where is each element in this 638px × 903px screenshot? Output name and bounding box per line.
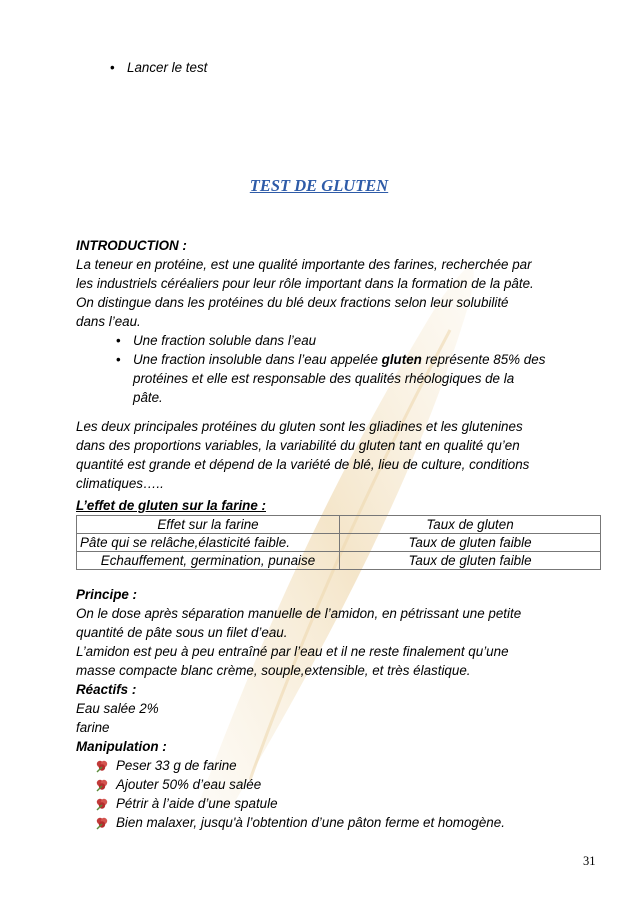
top-bullet <box>110 58 207 77</box>
flower-bullet-icon <box>95 797 109 811</box>
bullet-icon: • <box>116 352 121 367</box>
table-header-row <box>77 516 601 534</box>
introduction-heading: INTRODUCTION : <box>76 238 187 253</box>
paragraph-line: dans des proportions variables, la variabilité du gluten tant en qualité qu’en <box>76 438 520 453</box>
reactif-item: Eau salée 2% <box>76 701 159 716</box>
principe-heading: Principe : <box>76 587 138 602</box>
intro-line: On distingue dans les protéines du blé deux fractions selon leur solubilité <box>76 295 509 310</box>
page-number: 31 <box>583 854 596 868</box>
list-item <box>76 813 616 832</box>
introduction-section <box>76 236 616 407</box>
reactif-item: farine <box>76 720 110 735</box>
top-bullet-text: Lancer le test <box>127 60 208 75</box>
bullet-text-part: pâte. <box>133 390 163 405</box>
list-item <box>76 756 616 775</box>
list-item <box>76 331 616 350</box>
bullet-text-part: protéines et elle est responsable des qualités rhéologiques de la <box>133 371 515 386</box>
paragraph-line: Les deux principales protéines du gluten sont les gliadines et les glutenines <box>76 419 523 434</box>
list-item <box>76 350 616 407</box>
bullet-text-part: Une fraction insoluble dans l’eau appelée <box>133 352 382 367</box>
intro-line: La teneur en protéine, est une qualité importante des farines, recherchée par <box>76 257 532 272</box>
flower-bullet-icon <box>95 778 109 792</box>
reactifs-heading: Réactifs : <box>76 682 137 697</box>
paragraph-line: quantité est grande et dépend de la variété de blé, lieu de culture, conditions <box>76 457 530 472</box>
manipulation-step: Bien malaxer, jusqu'à l’obtention d’une pâton ferme et homogène. <box>116 815 505 830</box>
gluten-effect-table <box>76 515 601 570</box>
table-cell: Echauffement, germination, punaise <box>77 552 340 570</box>
table-cell: Taux de gluten faible <box>340 534 601 552</box>
manipulation-step: Pétrir à l’aide d’une spatule <box>116 796 278 811</box>
bullet-bold-word: gluten <box>381 352 422 367</box>
bullet-text <box>133 350 616 407</box>
principe-section <box>76 585 616 832</box>
list-item <box>76 775 616 794</box>
intro-line: les industriels céréaliers pour leur rôle important dans la formation de la pâte. <box>76 276 534 291</box>
bullet-text-part: représente 85% des <box>421 352 546 367</box>
flower-bullet-icon <box>95 759 109 773</box>
bullet-icon: • <box>110 60 115 75</box>
table-row <box>77 534 601 552</box>
intro-line: dans l’eau. <box>76 314 141 329</box>
paragraph-line: climatiques….. <box>76 476 164 491</box>
table-header-cell: Taux de gluten <box>340 516 601 534</box>
principe-line: L’amidon est peu à peu entraîné par l’eau et il ne reste finalement qu’une <box>76 644 509 659</box>
table-cell: Pâte qui se relâche,élasticité faible. <box>77 534 340 552</box>
manipulation-heading: Manipulation : <box>76 739 167 754</box>
gluten-paragraph <box>76 417 616 493</box>
manipulation-step: Peser 33 g de farine <box>116 758 237 773</box>
principe-line: masse compacte blanc crème, souple,extensible, et très élastique. <box>76 663 471 678</box>
bullet-icon: • <box>116 333 121 348</box>
effet-heading: L’effet de gluten sur la farine : <box>76 498 266 513</box>
principe-line: quantité de pâte sous un filet d’eau. <box>76 625 288 640</box>
table-cell: Taux de gluten faible <box>340 552 601 570</box>
table-header-cell: Effet sur la farine <box>77 516 340 534</box>
table-row <box>77 552 601 570</box>
manipulation-step: Ajouter 50% d’eau salée <box>116 777 262 792</box>
principe-line: On le dose après séparation manuelle de l’amidon, en pétrissant une petite <box>76 606 522 621</box>
page-title: TEST DE GLUTEN <box>249 176 389 195</box>
flower-bullet-icon <box>95 816 109 830</box>
list-item <box>76 794 616 813</box>
bullet-text: Une fraction soluble dans l’eau <box>133 333 317 348</box>
